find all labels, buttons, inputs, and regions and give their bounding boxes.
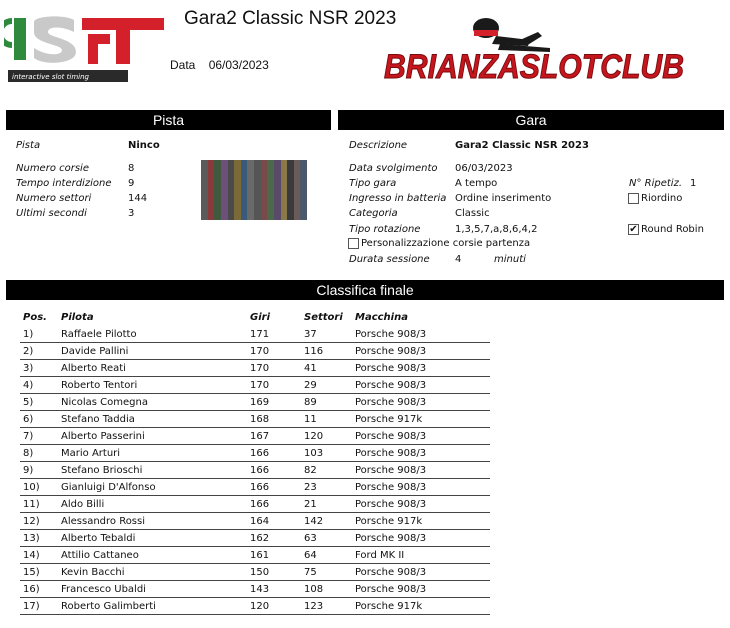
durata-value: 4 <box>455 254 462 265</box>
interdizione-label: Tempo interdizione <box>16 178 112 189</box>
row-settori: 37 <box>304 329 317 340</box>
row-macchina: Porsche 908/3 <box>355 397 427 408</box>
row-macchina: Porsche 908/3 <box>355 482 427 493</box>
row-macchina: Porsche 908/3 <box>355 567 427 578</box>
row-macchina: Porsche 908/3 <box>355 431 427 442</box>
row-settori: 120 <box>304 431 324 442</box>
round-robin-label: Round Robin <box>641 224 704 235</box>
brianza-slot-club-logo <box>380 14 690 86</box>
ultimi-value: 3 <box>128 208 135 219</box>
row-macchina: Porsche 908/3 <box>355 380 427 391</box>
table-row <box>20 598 490 615</box>
checkbox-box[interactable] <box>628 193 639 204</box>
row-giri: 150 <box>250 567 270 578</box>
header-date <box>170 58 279 72</box>
col-header-pos: Pos. <box>23 312 47 323</box>
checkbox-box[interactable] <box>348 238 359 249</box>
checkbox-box-checked[interactable]: ✔ <box>629 224 638 235</box>
lane-color-stripe <box>208 160 215 220</box>
row-giri: 161 <box>250 550 270 561</box>
row-settori: 103 <box>304 448 324 459</box>
lane-color-stripe <box>267 160 274 220</box>
table-row <box>20 564 490 581</box>
row-pilota: Alessandro Rossi <box>61 516 146 527</box>
gara-heading: Gara <box>338 110 724 130</box>
lane-color-stripe <box>247 160 254 220</box>
table-row <box>20 343 490 360</box>
row-pilota: Nicolas Comegna <box>61 397 148 408</box>
row-giri: 162 <box>250 533 270 544</box>
row-macchina: Porsche 917k <box>355 601 423 612</box>
row-giri: 120 <box>250 601 270 612</box>
row-giri: 169 <box>250 397 270 408</box>
corsie-label: Numero corsie <box>16 163 89 174</box>
row-settori: 142 <box>304 516 324 527</box>
row-pos: 13) <box>23 533 40 544</box>
row-giri: 168 <box>250 414 270 425</box>
table-row <box>20 394 490 411</box>
row-giri: 166 <box>250 499 270 510</box>
classifica-heading: Classifica finale <box>6 280 724 300</box>
row-settori: 123 <box>304 601 324 612</box>
row-pilota: Davide Pallini <box>61 346 129 357</box>
row-macchina: Porsche 908/3 <box>355 346 427 357</box>
table-row <box>20 479 490 496</box>
row-settori: 21 <box>304 499 317 510</box>
lane-color-stripe <box>261 160 268 220</box>
row-pilota: Aldo Billi <box>61 499 105 510</box>
descrizione-value: Gara2 Classic NSR 2023 <box>455 140 589 151</box>
row-settori: 116 <box>304 346 324 357</box>
table-row <box>20 445 490 462</box>
lane-color-stripe <box>214 160 221 220</box>
table-row <box>20 496 490 513</box>
row-macchina: Porsche 908/3 <box>355 465 427 476</box>
brianza-logo-text: BRIANZASLOTCLUB <box>384 48 684 86</box>
personalizzazione-checkbox[interactable] <box>348 238 530 249</box>
pista-value: Ninco <box>128 140 160 151</box>
personalizzazione-label: Personalizzazione corsie partenza <box>361 238 531 249</box>
row-settori: 82 <box>304 465 317 476</box>
riordino-checkbox[interactable] <box>628 193 682 204</box>
lane-colors-swatch <box>201 160 307 220</box>
settori-value: 144 <box>128 193 148 204</box>
row-pilota: Gianluigi D'Alfonso <box>61 482 156 493</box>
durata-unit: minuti <box>494 254 526 265</box>
row-pilota: Stefano Brioschi <box>61 465 143 476</box>
row-pos: 10) <box>23 482 40 493</box>
row-macchina: Porsche 917k <box>355 414 423 425</box>
row-giri: 170 <box>250 346 270 357</box>
table-row <box>20 360 490 377</box>
row-pilota: Roberto Tentori <box>61 380 138 391</box>
row-macchina: Porsche 908/3 <box>355 363 427 374</box>
lane-color-stripe <box>221 160 228 220</box>
lane-color-stripe <box>228 160 235 220</box>
row-pilota: Alberto Passerini <box>61 431 145 442</box>
lane-color-stripe <box>234 160 241 220</box>
row-giri: 166 <box>250 482 270 493</box>
row-pilota: Attilio Cattaneo <box>61 550 139 561</box>
lane-color-stripe <box>300 160 307 220</box>
row-macchina: Porsche 908/3 <box>355 499 427 510</box>
lane-color-stripe <box>294 160 301 220</box>
table-row <box>20 377 490 394</box>
table-row <box>20 428 490 445</box>
row-settori: 63 <box>304 533 317 544</box>
interdizione-value: 9 <box>128 178 135 189</box>
riordino-label: Riordino <box>641 193 683 204</box>
table-row <box>20 326 490 343</box>
pista-label: Pista <box>16 140 41 151</box>
row-pos: 11) <box>23 499 40 510</box>
settori-label: Numero settori <box>16 193 92 204</box>
categoria-label: Categoria <box>349 208 398 219</box>
lane-color-stripe <box>254 160 261 220</box>
ripetiz-value: 1 <box>690 178 697 189</box>
row-giri: 164 <box>250 516 270 527</box>
row-giri: 167 <box>250 431 270 442</box>
row-settori: 75 <box>304 567 317 578</box>
row-settori: 64 <box>304 550 317 561</box>
row-settori: 41 <box>304 363 317 374</box>
row-pos: 17) <box>23 601 40 612</box>
table-row <box>20 530 490 547</box>
row-settori: 108 <box>304 584 324 595</box>
ultimi-label: Ultimi secondi <box>16 208 87 219</box>
row-settori: 23 <box>304 482 317 493</box>
row-settori: 11 <box>304 414 317 425</box>
rotazione-value: 1,3,5,7,a,8,6,4,2 <box>455 224 538 235</box>
row-pos: 1) <box>23 329 34 340</box>
row-pilota: Raffaele Pilotto <box>61 329 137 340</box>
row-pos: 3) <box>23 363 34 374</box>
row-giri: 171 <box>250 329 270 340</box>
row-macchina: Porsche 908/3 <box>355 448 427 459</box>
row-macchina: Porsche 908/3 <box>355 533 427 544</box>
lane-color-stripe <box>201 160 208 220</box>
row-pos: 15) <box>23 567 40 578</box>
row-pos: 16) <box>23 584 40 595</box>
row-macchina: Porsche 908/3 <box>355 329 427 340</box>
data-svolgimento-value: 06/03/2023 <box>455 163 513 174</box>
page-title: Gara2 Classic NSR 2023 <box>184 8 397 29</box>
row-pilota: Roberto Galimberti <box>61 601 156 612</box>
row-pilota: Francesco Ubaldi <box>61 584 146 595</box>
table-row <box>20 462 490 479</box>
row-macchina: Ford MK II <box>355 550 405 561</box>
categoria-value: Classic <box>455 208 490 219</box>
ist-logo-text: interactive slot timing <box>12 73 89 81</box>
descrizione-label: Descrizione <box>349 140 408 151</box>
row-giri: 170 <box>250 380 270 391</box>
row-pos: 12) <box>23 516 40 527</box>
row-pos: 8) <box>23 448 34 459</box>
row-pos: 2) <box>23 346 34 357</box>
row-pilota: Kevin Bacchi <box>61 567 125 578</box>
row-pos: 7) <box>23 431 34 442</box>
ingresso-label: Ingresso in batteria <box>349 193 447 204</box>
lane-color-stripe <box>281 160 288 220</box>
date-label: Data <box>170 58 196 72</box>
row-pilota: Stefano Taddia <box>61 414 135 425</box>
row-pos: 5) <box>23 397 34 408</box>
lane-color-stripe <box>241 160 248 220</box>
row-settori: 29 <box>304 380 317 391</box>
row-pos: 9) <box>23 465 34 476</box>
row-pos: 6) <box>23 414 34 425</box>
row-pos: 4) <box>23 380 34 391</box>
col-header-giri: Giri <box>250 312 270 323</box>
lane-color-stripe <box>287 160 294 220</box>
corsie-value: 8 <box>128 163 135 174</box>
row-settori: 89 <box>304 397 317 408</box>
row-giri: 166 <box>250 448 270 459</box>
durata-label: Durata sessione <box>349 254 430 265</box>
date-value: 06/03/2023 <box>208 58 269 72</box>
table-row <box>20 513 490 530</box>
ingresso-value: Ordine inserimento <box>455 193 552 204</box>
rotazione-label: Tipo rotazione <box>349 224 421 235</box>
lane-color-stripe <box>274 160 281 220</box>
row-giri: 170 <box>250 363 270 374</box>
table-row <box>20 581 490 598</box>
table-row <box>20 547 490 564</box>
row-pilota: Mario Arturi <box>61 448 121 459</box>
row-giri: 143 <box>250 584 270 595</box>
tipo-gara-label: Tipo gara <box>349 178 397 189</box>
tipo-gara-value: A tempo <box>455 178 498 189</box>
row-macchina: Porsche 917k <box>355 516 423 527</box>
data-svolgimento-label: Data svolgimento <box>349 163 438 174</box>
ist-logo <box>4 8 166 86</box>
row-pilota: Alberto Tebaldi <box>61 533 136 544</box>
row-pilota: Alberto Reati <box>61 363 126 374</box>
table-row <box>20 411 490 428</box>
col-header-pilota: Pilota <box>61 312 94 323</box>
row-giri: 166 <box>250 465 270 476</box>
pista-heading: Pista <box>6 110 331 130</box>
row-pos: 14) <box>23 550 40 561</box>
col-header-macchina: Macchina <box>355 312 408 323</box>
row-macchina: Porsche 908/3 <box>355 584 427 595</box>
round-robin-checkbox[interactable] <box>628 224 704 235</box>
ripetiz-label: N° Ripetiz. <box>629 178 683 189</box>
col-header-settori: Settori <box>304 312 343 323</box>
